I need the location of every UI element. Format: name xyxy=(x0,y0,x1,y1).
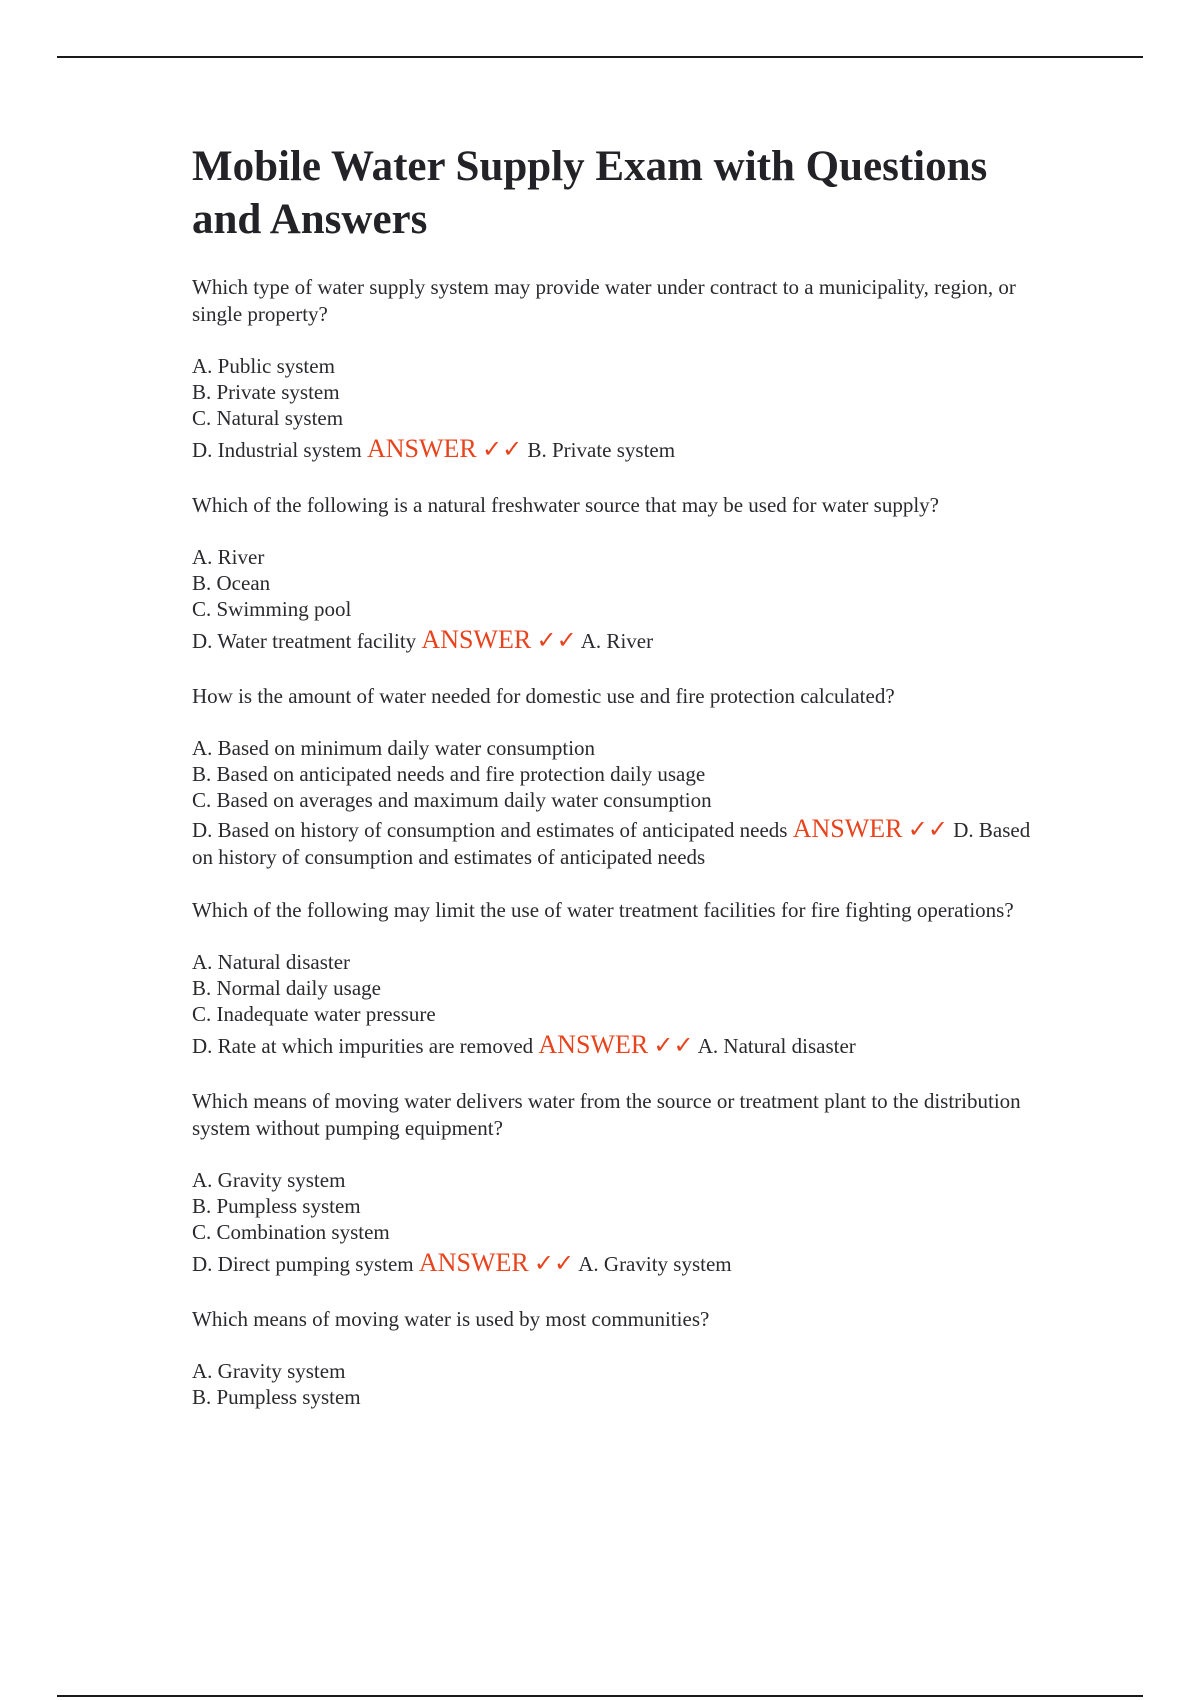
option-d-with-answer xyxy=(192,1247,1042,1280)
document-title: Mobile Water Supply Exam with Questions and Answers xyxy=(192,143,988,243)
option-d: D. Rate at which impurities are removed xyxy=(192,1034,534,1058)
question-block xyxy=(192,1088,1042,1280)
option-d-with-answer xyxy=(192,815,1042,871)
question-block xyxy=(192,492,1042,657)
option-d-with-answer xyxy=(192,1029,1042,1062)
option-c: C. Natural system xyxy=(192,406,344,430)
double-check-icon: ✓✓ xyxy=(907,817,948,843)
correct-answer: A. Natural disaster xyxy=(697,1034,856,1058)
answer-keyword: ANSWER xyxy=(792,814,903,843)
question-text: Which type of water supply system may provide water under contract to a municipality, region, or single property? xyxy=(192,275,1016,326)
answer-keyword: ANSWER xyxy=(538,1030,649,1059)
option-b: B. Private system xyxy=(192,380,340,404)
correct-answer: A. Gravity system xyxy=(578,1252,732,1276)
option-b: B. Pumpless system xyxy=(192,1194,361,1218)
correct-answer: A. River xyxy=(580,629,654,653)
option-b: B. Pumpless system xyxy=(192,1385,361,1409)
option-a: A. River xyxy=(192,545,265,569)
answer-keyword: ANSWER xyxy=(366,434,477,463)
option-d-with-answer xyxy=(192,624,1042,657)
option-d-with-answer xyxy=(192,433,1042,466)
question-text: Which of the following is a natural freshwater source that may be used for water supply? xyxy=(192,493,939,517)
question-block xyxy=(192,274,1042,466)
option-a: A. Gravity system xyxy=(192,1359,346,1383)
option-a: A. Public system xyxy=(192,354,335,378)
option-a: A. Gravity system xyxy=(192,1168,346,1192)
top-rule xyxy=(57,56,1143,58)
question-text: Which of the following may limit the use of water treatment facilities for fire fighting operations? xyxy=(192,898,1014,922)
question-text: Which means of moving water is used by most communities? xyxy=(192,1307,710,1331)
question-text: Which means of moving water delivers water from the source or treatment plant to the distribution system without pumping equipment? xyxy=(192,1089,1021,1140)
double-check-icon: ✓✓ xyxy=(482,437,523,463)
option-c: C. Combination system xyxy=(192,1220,390,1244)
option-d: D. Industrial system xyxy=(192,438,362,462)
option-b: B. Based on anticipated needs and fire protection daily usage xyxy=(192,762,706,786)
double-check-icon: ✓✓ xyxy=(536,628,577,654)
correct-answer: B. Private system xyxy=(527,438,676,462)
option-d: D. Based on history of consumption and estimates of anticipated needs xyxy=(192,818,788,842)
correct-answer: D. Based on history of consumption and estimates of anticipated needs xyxy=(192,818,1031,869)
question-block xyxy=(192,683,1042,871)
answer-keyword: ANSWER xyxy=(418,1248,529,1277)
bottom-rule xyxy=(57,1695,1143,1697)
option-d: D. Water treatment facility xyxy=(192,629,417,653)
document-body xyxy=(192,140,1042,1436)
question-block xyxy=(192,1306,1042,1410)
option-c: C. Based on averages and maximum daily water consumption xyxy=(192,788,712,812)
option-a: A. Natural disaster xyxy=(192,950,351,974)
option-b: B. Ocean xyxy=(192,571,271,595)
double-check-icon: ✓✓ xyxy=(653,1033,694,1059)
double-check-icon: ✓✓ xyxy=(533,1251,575,1277)
option-b: B. Normal daily usage xyxy=(192,976,381,1000)
option-a: A. Based on minimum daily water consumption xyxy=(192,736,596,760)
question-text: How is the amount of water needed for domestic use and fire protection calculated? xyxy=(192,684,895,708)
option-d: D. Direct pumping system xyxy=(192,1252,414,1276)
answer-keyword: ANSWER xyxy=(421,625,532,654)
question-block xyxy=(192,897,1042,1062)
option-c: C. Inadequate water pressure xyxy=(192,1002,436,1026)
option-c: C. Swimming pool xyxy=(192,597,352,621)
